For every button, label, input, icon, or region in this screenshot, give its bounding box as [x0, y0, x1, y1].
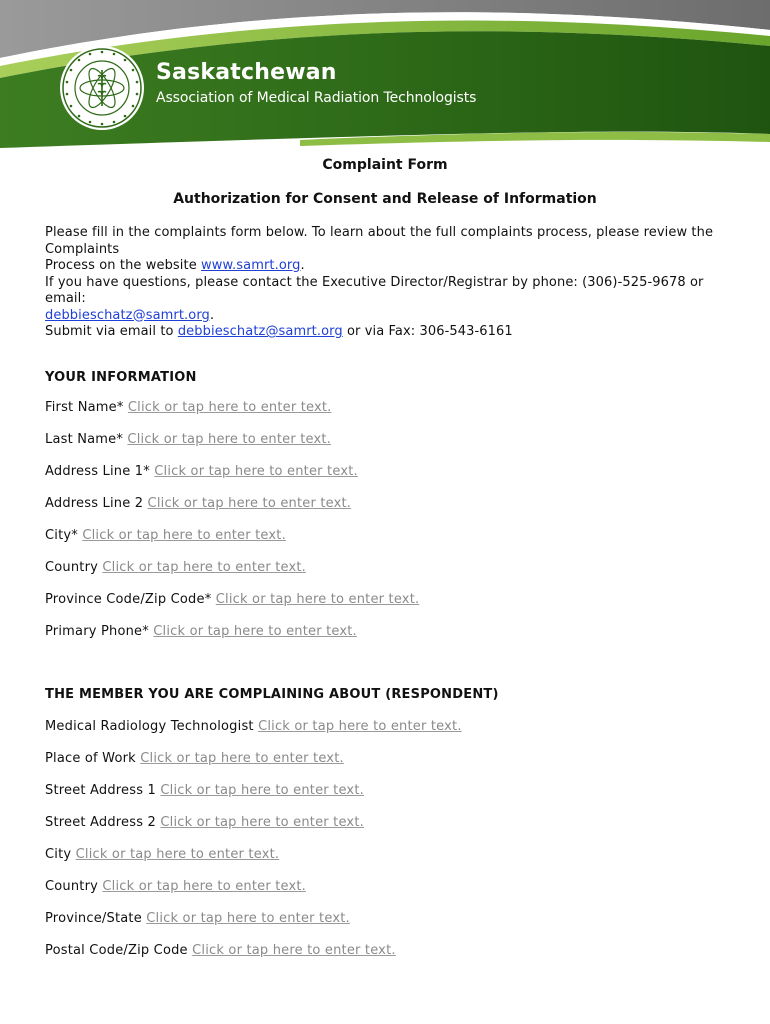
association-seal-icon: [58, 44, 146, 132]
submit-email-link[interactable]: debbieschatz@samrt.org: [177, 324, 343, 339]
respondent-country-input[interactable]: Click or tap here to enter text.: [102, 879, 306, 894]
header-banner: [0, 0, 770, 148]
field-address-line-2: [45, 496, 351, 513]
address-line-2-input[interactable]: Click or tap here to enter text.: [147, 496, 352, 511]
field-street-address-1: [45, 783, 364, 800]
intro-text-segment: or via Fax: 306-543-6161: [342, 324, 513, 339]
field-label: Street Address 2: [45, 815, 157, 830]
address-line-1-input[interactable]: Click or tap here to enter text.: [154, 464, 358, 479]
field-label: Postal Code/Zip Code: [45, 943, 188, 958]
intro-line: If you have questions, please contact the Executive Director/Registrar by phone: (306)-525-9678 or email:: [45, 274, 704, 306]
province-zip-input[interactable]: Click or tap here to enter text.: [215, 592, 420, 607]
field-respondent-city: [45, 847, 279, 864]
form-subtitle: Authorization for Consent and Release of Information: [173, 191, 597, 207]
field-label: Province/State: [45, 911, 142, 926]
field-primary-phone: [45, 624, 357, 641]
intro-line: [45, 324, 730, 341]
intro-text-segment: Process on the website: [45, 258, 202, 273]
intro-text: [45, 225, 730, 341]
field-label: Street Address 1: [45, 783, 157, 798]
city-input[interactable]: Click or tap here to enter text.: [82, 528, 286, 543]
field-first-name: [45, 400, 332, 417]
field-place-of-work: [45, 751, 344, 768]
field-mrt: [45, 719, 462, 736]
website-link[interactable]: www.samrt.org: [201, 258, 301, 273]
field-label: Place of Work: [45, 751, 136, 766]
field-label: City*: [45, 528, 78, 543]
org-subtitle: Association of Medical Radiation Technologists: [156, 90, 477, 106]
field-province-state: [45, 911, 350, 928]
field-label: Country: [45, 560, 99, 575]
street-address-2-input[interactable]: Click or tap here to enter text.: [160, 815, 364, 830]
field-label: Primary Phone*: [45, 624, 149, 639]
field-city: [45, 528, 286, 545]
field-label: City: [45, 847, 72, 862]
field-street-address-2: [45, 815, 364, 832]
field-label: Country: [45, 879, 99, 894]
province-state-input[interactable]: Click or tap here to enter text.: [146, 911, 350, 926]
field-label: Medical Radiology Technologist: [45, 719, 254, 734]
respondent-city-input[interactable]: Click or tap here to enter text.: [75, 847, 280, 862]
field-postal-code: [45, 943, 396, 960]
field-province-zip: [45, 592, 419, 609]
primary-phone-input[interactable]: Click or tap here to enter text.: [153, 624, 357, 639]
org-name: Saskatchewan: [156, 60, 337, 85]
section-heading-your-information: YOUR INFORMATION: [45, 370, 197, 385]
intro-text-segment: .: [300, 258, 305, 273]
field-last-name: [45, 432, 331, 449]
field-country: [45, 560, 306, 577]
field-label: First Name*: [45, 400, 124, 415]
first-name-input[interactable]: Click or tap here to enter text.: [127, 400, 332, 415]
field-label: Province Code/Zip Code*: [45, 592, 212, 607]
intro-text-segment: .: [209, 307, 215, 323]
form-title: Complaint Form: [322, 157, 448, 173]
intro-text-segment: Submit via email to: [45, 324, 178, 339]
field-respondent-country: [45, 879, 306, 896]
last-name-input[interactable]: Click or tap here to enter text.: [127, 432, 332, 447]
field-address-line-1: [45, 464, 358, 481]
country-input[interactable]: Click or tap here to enter text.: [102, 560, 306, 575]
intro-line: [45, 258, 730, 275]
mrt-input[interactable]: Click or tap here to enter text.: [258, 719, 462, 734]
postal-code-input[interactable]: Click or tap here to enter text.: [192, 943, 396, 958]
intro-line: Please fill in the complaints form below. To learn about the full complaints process, please review the Complaints: [45, 225, 714, 257]
field-label: Address Line 1*: [45, 464, 150, 479]
street-address-1-input[interactable]: Click or tap here to enter text.: [160, 783, 364, 798]
place-of-work-input[interactable]: Click or tap here to enter text.: [140, 751, 344, 766]
field-label: Last Name*: [45, 432, 124, 447]
contact-email-link[interactable]: debbieschatz@samrt.org: [45, 307, 210, 323]
intro-line: [45, 308, 730, 325]
section-heading-respondent: THE MEMBER YOU ARE COMPLAINING ABOUT (RESPONDENT): [45, 687, 499, 702]
field-label: Address Line 2: [45, 496, 144, 511]
